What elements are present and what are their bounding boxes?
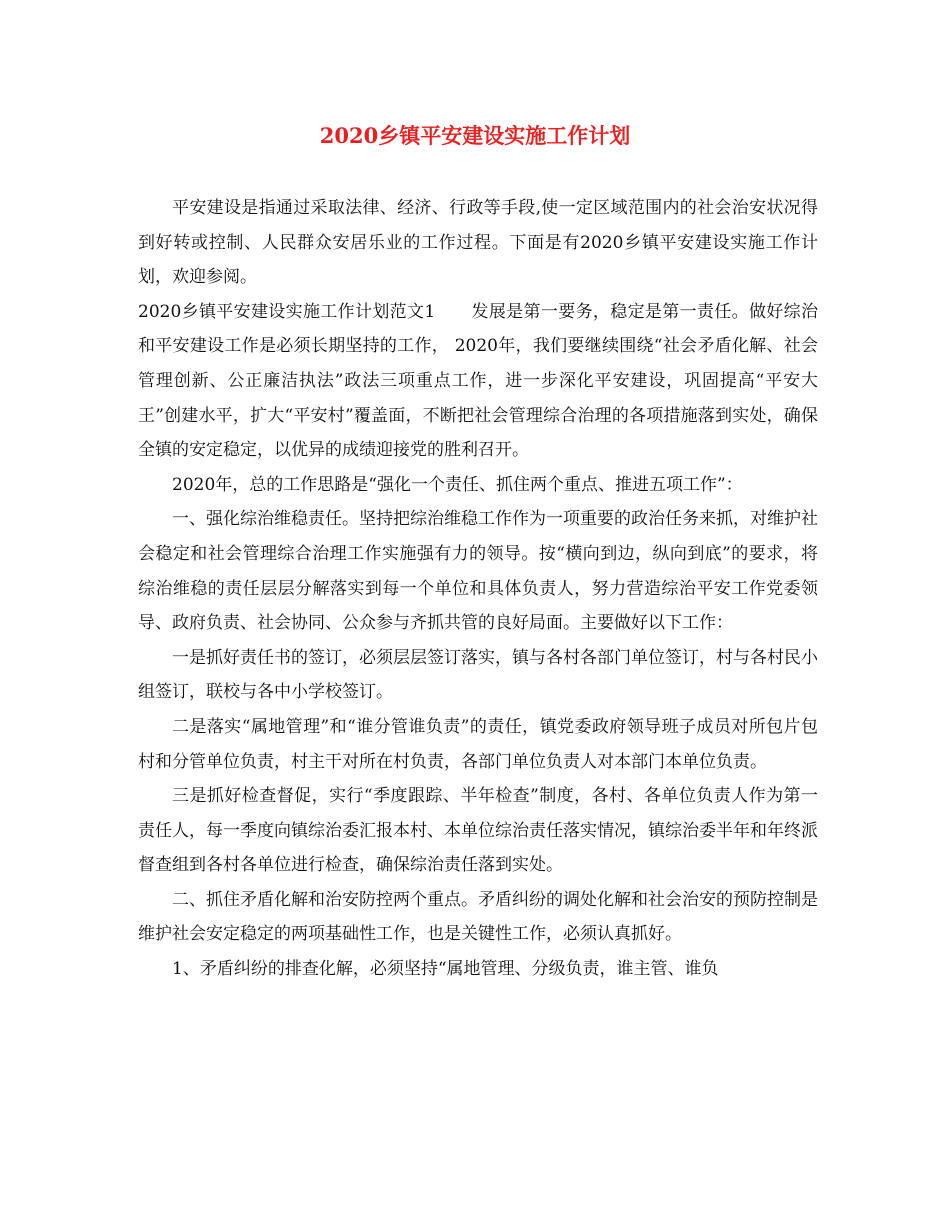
body-paragraph: 一、强化综治维稳责任。坚持把综治维稳工作作为一项重要的政治任务来抓，对维护社会稳定和社会管理综合治理工作实施强有力的领导。按“横向到边，纵向到底”的要求，将综治维稳的责任层层分解落实到每一个单位和具体负责人，努力营造综治平安工作党委领导、政府负责、社会协同、公众参与齐抓共管的良好局面。主要做好以下工作：	[138, 509, 818, 634]
document-body	[138, 191, 818, 987]
body-paragraph: 二、抓住矛盾化解和治安防控两个重点。矛盾纠纷的调处化解和社会治安的预防控制是维护社会安定稳定的两项基础性工作，也是关键性工作，必须认真抓好。	[138, 889, 818, 945]
body-paragraph: 三是抓好检查督促，实行“季度跟踪、半年检查”制度，各村、各单位负责人作为第一责任人，每一季度向镇综治委汇报本村、本单位综治责任落实情况，镇综治委半年和年终派督查组到各村各单位进行检查，确保综治责任落到实处。	[138, 786, 818, 876]
body-paragraph: 二是落实“属地管理”和“谁分管谁负责”的责任，镇党委政府领导班子成员对所包片包村和分管单位负责，村主干对所在村负责，各部门单位负责人对本部门本单位负责。	[138, 716, 818, 772]
section-lead: 发展是第一要务，稳定是第一责任。做好综治和平安建设工作是必须长期坚持的工作， 2020年，我们要继续围绕“社会矛盾化解、社会管理创新、公正廉洁执法”政法三项重点工作，进一步深化平安建设，巩固提高“平安大王”创建水平，扩大“平安村”覆盖面，不断把社会管理综合治理的各项措施落到实处，确保全镇的安定稳定，以优异的成绩迎接党的胜利召开。	[138, 301, 818, 461]
intro-paragraph: 平安建设是指通过采取法律、经济、行政等手段,使一定区域范围内的社会治安状况得到好转或控制、人民群众安居乐业的工作过程。下面是有2020乡镇平安建设实施工作计划，欢迎参阅。	[138, 198, 818, 288]
body-paragraph: 2020年，总的工作思路是“强化一个责任、抓住两个重点、推进五项工作”：	[172, 474, 743, 495]
document-title: 2020乡镇平安建设实施工作计划	[319, 123, 631, 148]
section-heading: 2020乡镇平安建设实施工作计划范文1	[138, 301, 436, 322]
body-paragraph: 1、矛盾纠纷的排查化解，必须坚持“属地管理、分级负责，谁主管、谁负	[172, 959, 719, 980]
section-paragraph	[138, 295, 818, 468]
body-paragraph: 一是抓好责任书的签订，必须层层签订落实，镇与各村各部门单位签订，村与各村民小组签订，联校与各中小学校签订。	[138, 647, 818, 703]
